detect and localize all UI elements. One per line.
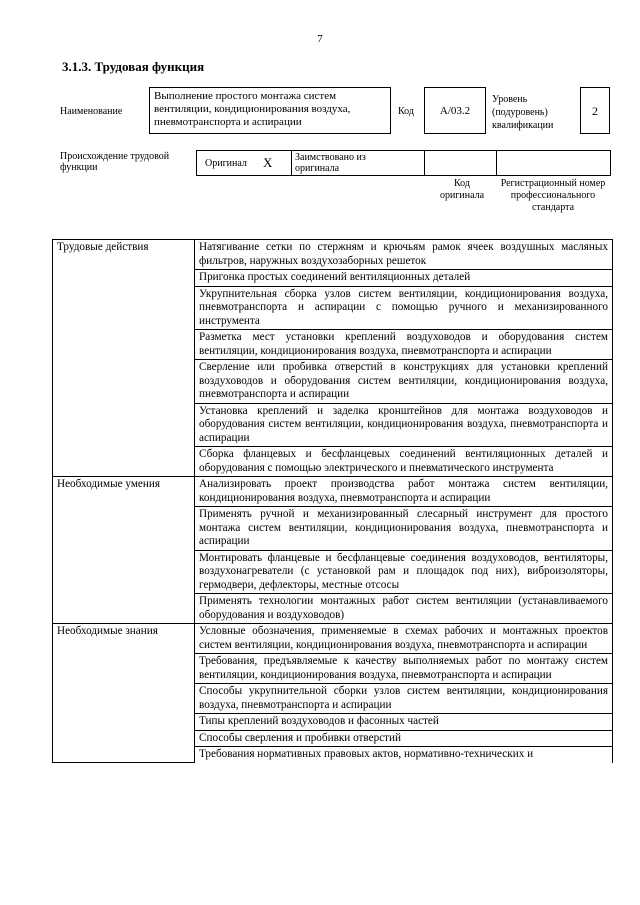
requirement-item: Требования нормативных правовых актов, нормативно-технических и (195, 747, 613, 763)
original-cell (197, 151, 292, 175)
requirement-item: Применять ручной и механизированный слесарный инструмент для простого монтажа систем вентиляции, кондиционирования воздуха, пневмотранспорта и аспирации (195, 507, 613, 551)
requirement-item: Сборка фланцевых и бесфланцевых соединений вентиляционных деталей и оборудования с помощью электрического и пневматического инструмента (195, 447, 613, 477)
competency-table (52, 239, 613, 763)
table-row (53, 240, 613, 270)
borrowed-label: Заимствовано из оригинала (295, 152, 366, 174)
page-number: 7 (317, 33, 323, 45)
function-name-box: Выполнение простого монтажа систем вентиляции, кондиционирования воздуха, пневмотранспорта и аспирации (149, 87, 391, 134)
section-title: 3.1.3. Трудовая функция (62, 59, 205, 74)
requirement-item: Сверление или пробивка отверстий в конструкциях для установки креплений воздуховодов и оборудования систем вентиляции, кондиционирования воздуха, пневмотранспорта и аспирации (195, 360, 613, 404)
reg-number-cell (497, 151, 610, 175)
requirement-item: Разметка мест установки креплений воздуховодов и оборудования систем вентиляции, кондиционирования воздуха, пневмотранспорта и аспирации (195, 330, 613, 360)
original-mark: X (263, 155, 273, 170)
origin-row (196, 150, 611, 176)
requirement-item: Типы креплений воздуховодов и фасонных частей (195, 714, 613, 731)
name-label: Наименование (60, 106, 123, 117)
table-row (53, 624, 613, 654)
requirement-item: Требования, предъявляемые к качеству выполняемых работ по монтажу систем вентиляции, кондиционирования воздуха, пневмотранспорта и аспирации (195, 654, 613, 684)
section-category: Необходимые умения (53, 477, 195, 624)
table-row (53, 477, 613, 507)
borrowed-cell (292, 151, 425, 175)
section-category: Необходимые знания (53, 624, 195, 763)
requirement-item: Применять технологии монтажных работ систем вентиляции (устанавливаемого оборудования и воздуховодов) (195, 594, 613, 624)
requirement-item: Способы укрупнительной сборки узлов систем вентиляции, кондиционирования воздуха, пневмотранспорта и аспирации (195, 684, 613, 714)
origin-label: Происхождение трудовой функции (60, 151, 170, 173)
requirement-item: Натягивание сетки по стержням и крючьям рамок ячеек воздушных масляных фильтров, наружных воздухозаборных решеток (195, 240, 613, 270)
requirement-item: Анализировать проект производства работ монтажа систем вентиляции, кондиционирования воздуха, пневмотранспорта и аспирации (195, 477, 613, 507)
original-code-caption: Код оригинала (439, 178, 485, 201)
code-label: Код (398, 106, 414, 117)
level-label: Уровень (подуровень) квалификации (492, 94, 554, 131)
original-code-cell (425, 151, 497, 175)
requirement-item: Монтировать фланцевые и бесфланцевые соединения воздуховодов, вентиляторы, воздухонагреватели (с установкой рам и площадок под них), виброизоляторы, гермодвери, дефлекторы, местные отсосы (195, 550, 613, 594)
requirement-item: Пригонка простых соединений вентиляционных деталей (195, 270, 613, 287)
original-label: Оригинал (205, 158, 247, 169)
section-category: Трудовые действия (53, 240, 195, 477)
reg-number-caption: Регистрационный номер профессионального стандарта (500, 178, 606, 213)
requirement-item: Условные обозначения, применяемые в схемах рабочих и монтажных проектов систем вентиляции, кондиционирования воздуха, пневмотранспорта и аспирации (195, 624, 613, 654)
level-value-box: 2 (580, 87, 610, 134)
requirement-item: Способы сверления и пробивки отверстий (195, 730, 613, 747)
requirement-item: Установка креплений и заделка кронштейнов для монтажа воздуховодов и оборудования систем вентиляции, кондиционирования воздуха, пневмотранспорта и аспирации (195, 403, 613, 447)
code-value-box: A/03.2 (424, 87, 486, 134)
requirement-item: Укрупнительная сборка узлов систем вентиляции, кондиционирования воздуха, пневмотранспорта и аспирации с помощью ручного и механизированного инструмента (195, 286, 613, 330)
